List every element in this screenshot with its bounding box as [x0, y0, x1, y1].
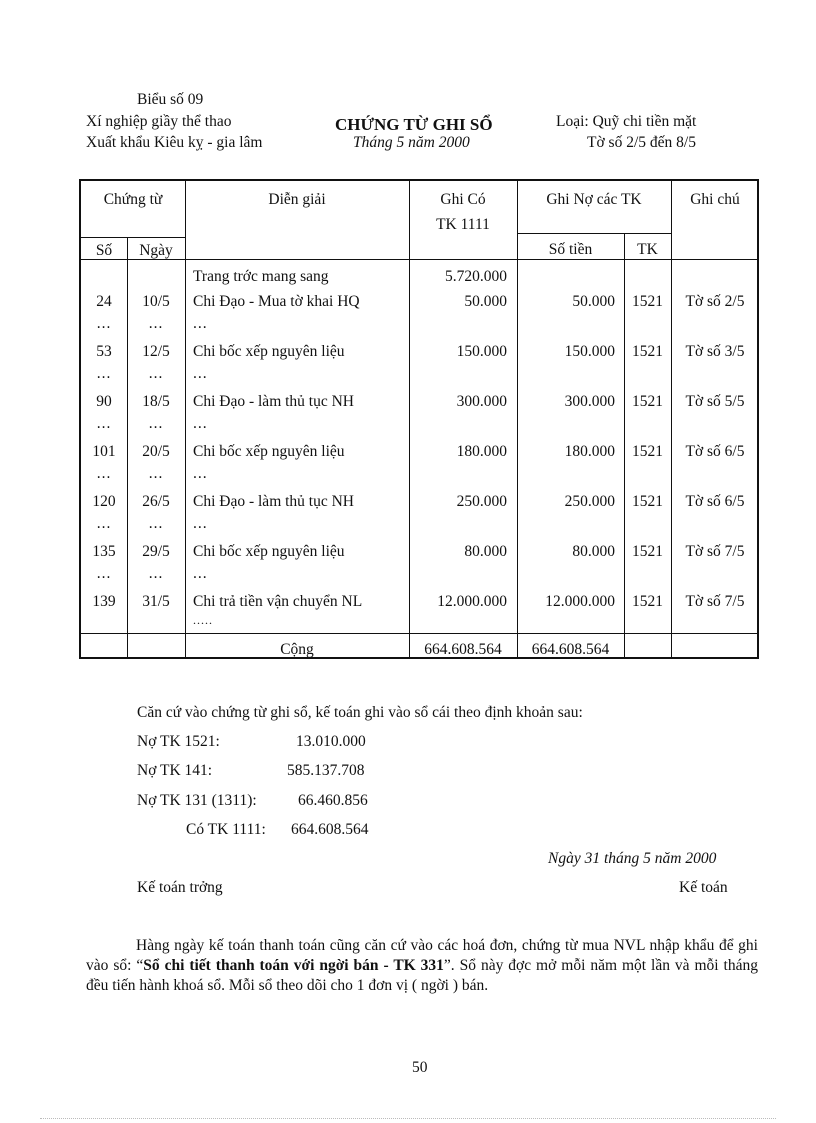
row-date: 26/5: [142, 493, 170, 510]
page-number: 50: [412, 1059, 428, 1076]
row-date: 18/5: [142, 393, 170, 410]
col-divider: [409, 181, 410, 657]
row-amount: 50.000: [572, 293, 615, 310]
row-credit: 50.000: [464, 293, 507, 310]
paragraph-bold: Sổ chi tiết thanh toán với ngời bán - TK 331: [143, 957, 444, 974]
row-description: Chi bốc xếp nguyên liệu: [193, 343, 345, 360]
header-subrule-debit: [517, 233, 671, 234]
chief-accountant-label: Kế toán trởng: [137, 879, 223, 896]
entry-value: 585.137.708: [287, 762, 365, 779]
ellipsis: ...: [193, 565, 208, 582]
ellipsis: ...: [193, 315, 208, 332]
header-account: TK: [637, 241, 658, 258]
row-note: Tờ số 7/5: [685, 593, 745, 610]
row-account: 1521: [632, 493, 663, 510]
row-amount: 300.000: [564, 393, 615, 410]
row-description: Chi bốc xếp nguyên liệu: [193, 443, 345, 460]
header-voucher: Chứng từ: [103, 191, 163, 208]
entry-label: Nợ TK 141:: [137, 762, 213, 779]
header-credit-line-1: Ghi Có: [440, 191, 486, 208]
row-no: 135: [92, 543, 116, 560]
row-description: Chi Đạo - làm thủ tục NH: [193, 493, 355, 510]
document-title: CHỨNG TỪ GHI SỔ: [335, 115, 493, 134]
header-credit-line-2: TK 1111: [436, 216, 490, 233]
row-description: Chi Đạo - Mua tờ khai HQ: [193, 293, 360, 310]
ellipsis: ...: [96, 365, 112, 382]
description-paragraph: [86, 936, 758, 996]
fund-type: Loại: Quỹ chi tiền mặt: [556, 113, 697, 130]
ellipsis: ...: [96, 515, 112, 532]
row-amount: 250.000: [564, 493, 615, 510]
row-date: 20/5: [142, 443, 170, 460]
header-note: Ghi chú: [690, 191, 740, 208]
opening-description: Trang trớc mang sang: [193, 268, 329, 285]
total-amount: 664.608.564: [531, 641, 610, 658]
header-subrule-voucher: [81, 237, 185, 238]
ellipsis: ...: [148, 415, 164, 432]
ellipsis: ...: [148, 565, 164, 582]
header-description: Diễn giải: [268, 191, 326, 208]
footer-rule: [40, 1118, 776, 1119]
ellipsis: ...: [148, 315, 164, 332]
ellipsis: ...: [96, 465, 112, 482]
header-amount: Số tiền: [548, 241, 593, 258]
ellipsis: ...: [148, 465, 164, 482]
row-credit: 300.000: [456, 393, 507, 410]
row-credit: 250.000: [456, 493, 507, 510]
row-credit: 150.000: [456, 343, 507, 360]
row-account: 1521: [632, 343, 663, 360]
row-no: 53: [96, 343, 112, 360]
row-credit: 80.000: [464, 543, 507, 560]
total-rule: [81, 633, 757, 634]
row-description: Chi bốc xếp nguyên liệu: [193, 543, 345, 560]
row-date: 10/5: [142, 293, 170, 310]
ellipsis: ...: [148, 515, 164, 532]
row-amount: 12.000.000: [545, 593, 615, 610]
ellipsis: ...: [96, 565, 112, 582]
ellipsis: ...: [96, 315, 112, 332]
total-label: Cộng: [280, 641, 314, 658]
ledger-table: [79, 179, 759, 659]
row-note: Tờ số 6/5: [685, 443, 745, 460]
row-no: 24: [96, 293, 112, 310]
document-subtitle: Tháng 5 năm 2000: [353, 134, 470, 151]
row-no: 120: [92, 493, 116, 510]
ellipsis: ...: [193, 465, 208, 482]
entry-value: 66.460.856: [298, 792, 368, 809]
row-note: Tờ số 7/5: [685, 543, 745, 560]
sheet-range: Tờ số 2/5 đến 8/5: [587, 134, 696, 151]
accountant-label: Kế toán: [679, 879, 728, 896]
row-account: 1521: [632, 593, 663, 610]
row-description: Chi trả tiền vận chuyển NL: [193, 593, 363, 610]
row-date: 31/5: [142, 593, 170, 610]
row-amount: 150.000: [564, 343, 615, 360]
entry-value: 13.010.000: [296, 733, 366, 750]
header-no: Số: [95, 242, 113, 259]
intro-text: Căn cứ vào chứng từ ghi sổ, kế toán ghi vào sổ cái theo định khoản sau:: [137, 704, 583, 721]
opening-credit: 5.720.000: [445, 268, 507, 285]
ellipsis: ...: [193, 415, 208, 432]
row-date: 12/5: [142, 343, 170, 360]
header-date: Ngày: [139, 242, 173, 259]
header-debit: Ghi Nợ các TK: [546, 191, 642, 208]
row-note: Tờ số 5/5: [685, 393, 745, 410]
row-credit: 12.000.000: [437, 593, 507, 610]
ellipsis: ...: [193, 365, 208, 382]
row-note: Tờ số 2/5: [685, 293, 745, 310]
row-account: 1521: [632, 293, 663, 310]
row-note: Tờ số 3/5: [685, 343, 745, 360]
row-credit: 180.000: [456, 443, 507, 460]
entry-value: 664.608.564: [291, 821, 369, 838]
form-number: Biểu số 09: [137, 91, 204, 108]
row-account: 1521: [632, 543, 663, 560]
row-amount: 180.000: [564, 443, 615, 460]
row-note: Tờ số 6/5: [685, 493, 745, 510]
ellipsis: ...: [193, 515, 208, 532]
row-account: 1521: [632, 443, 663, 460]
company-line-2: Xuất khẩu Kiêu kỵ - gia lâm: [86, 134, 263, 151]
entry-label: Có TK 1111:: [186, 821, 266, 838]
paragraph-end: ”. Sổ này đợc mở mỗi năm một lần và mỗi tháng đều tiến hành khoá sổ. Mỗi sổ theo dõi cho 1 đơn vị ( ngời ) bán.: [86, 957, 758, 994]
ellipsis: ...: [148, 365, 164, 382]
col-divider: [185, 181, 186, 657]
paragraph-start: Hàng ngày kế toán thanh toán cũng căn cứ vào các hoá đơn, chứng từ mua NVL nhập khẩu để ghi vào sổ: “: [86, 937, 758, 974]
row-date: 29/5: [142, 543, 170, 560]
ellipsis: ...: [96, 415, 112, 432]
row-no: 90: [96, 393, 112, 410]
row-no: 101: [92, 443, 116, 460]
row-amount: 80.000: [572, 543, 615, 560]
company-line-1: Xí nghiệp giầy thể thao: [86, 113, 232, 130]
final-ellipsis: .....: [193, 613, 213, 627]
entry-label: Nợ TK 131 (1311):: [137, 792, 257, 809]
signature-date: Ngày 31 tháng 5 năm 2000: [548, 850, 717, 867]
row-no: 139: [92, 593, 116, 610]
row-description: Chi Đạo - làm thủ tục NH: [193, 393, 355, 410]
entry-label: Nợ TK 1521:: [137, 733, 220, 750]
col-divider: [671, 181, 672, 657]
total-credit: 664.608.564: [424, 641, 502, 658]
row-account: 1521: [632, 393, 663, 410]
